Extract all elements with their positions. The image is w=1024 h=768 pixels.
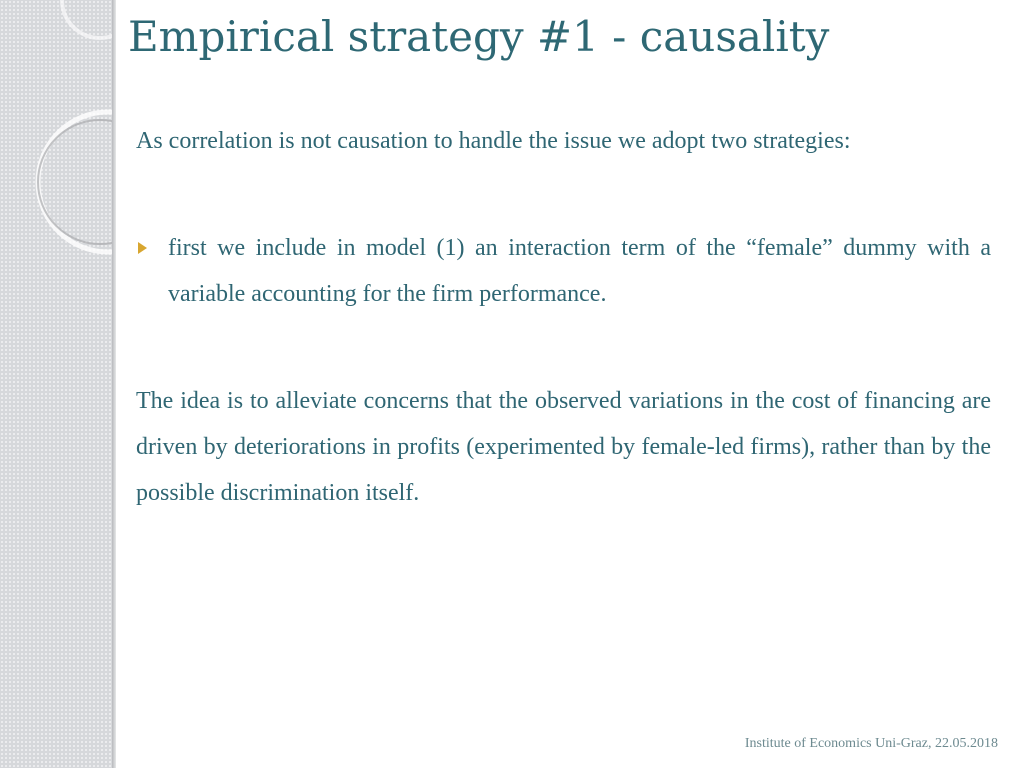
intro-paragraph: As correlation is not causation to handle the issue we adopt two strategies:	[136, 128, 851, 154]
arrow-bullet-icon	[138, 242, 147, 254]
bullet-item	[136, 225, 991, 317]
decorative-sidebar	[0, 0, 112, 768]
slide-title: Empirical strategy #1 - causality	[128, 12, 830, 61]
slide-body	[136, 118, 991, 516]
sidebar-edge	[112, 0, 116, 768]
decorative-rings	[0, 0, 112, 768]
idea-paragraph: The idea is to alleviate concerns that the observed variations in the cost of financing are driven by deteriorations in profits (experimented by female-led firms), rather than by the possible discrimination itself.	[136, 388, 991, 506]
bullet-text: first we include in model (1) an interaction term of the “female” dummy with a variable accounting for the firm performance.	[168, 235, 991, 307]
slide-footer: Institute of Economics Uni-Graz, 22.05.2018	[744, 736, 998, 751]
